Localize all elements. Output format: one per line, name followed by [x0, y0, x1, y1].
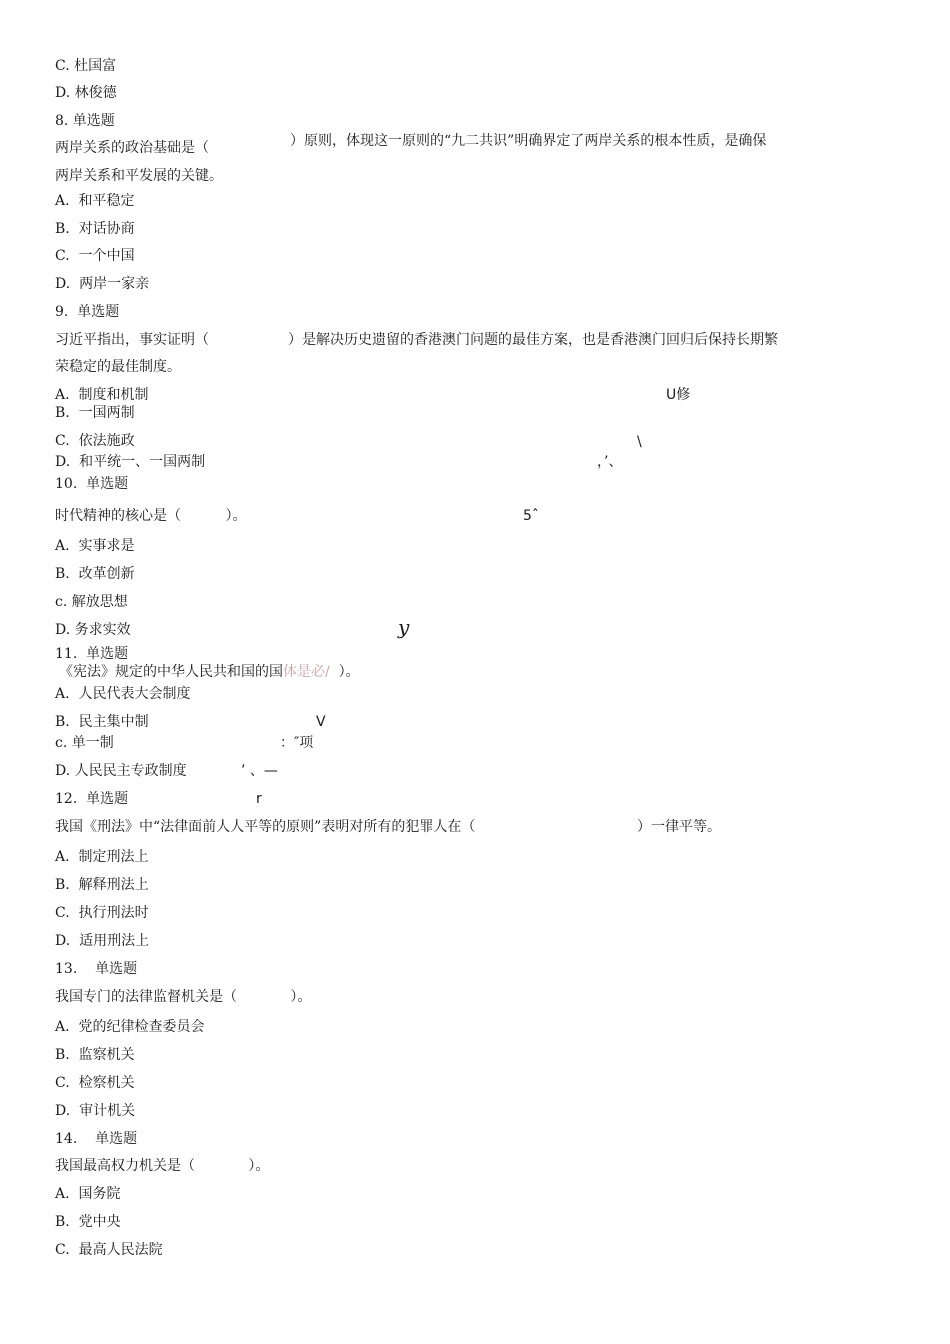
- question-header-14: 14. 单选题: [55, 1131, 138, 1147]
- option-q9-d: D. 和平统一、一国两制: [55, 454, 206, 470]
- stray-mark: y: [398, 615, 410, 639]
- option-q13-c: C. 检察机关: [55, 1075, 135, 1091]
- question-header-8: 8. 单选题: [55, 113, 115, 129]
- option-q8-a: A. 和平稳定: [55, 193, 135, 209]
- stray-mark: ’ 、—: [241, 763, 278, 779]
- question-12-stem-part1: 我国《刑法》中“法律面前人人平等的原则”表明对所有的犯罪人在（: [55, 819, 476, 835]
- option-q14-a: A. 国务院: [55, 1186, 121, 1202]
- question-13-stem: 我国专门的法律监督机关是（ ）。: [55, 989, 312, 1005]
- question-header-13: 13. 单选题: [55, 961, 138, 977]
- question-11-stem-part1: 《宪法》规定的中华人民共和国的国: [59, 664, 283, 680]
- question-10-stem: 时代精神的核心是（ ）。: [55, 508, 247, 524]
- question-9-stem-line2: 荣稳定的最佳制度。: [55, 359, 181, 375]
- stray-mark: 5ˆ: [523, 508, 539, 524]
- option-q11-a: A. 人民代表大会制度: [55, 686, 191, 702]
- question-14-stem: 我国最高权力机关是（ ）。: [55, 1158, 270, 1174]
- option-q11-c: c. 单一制: [55, 735, 114, 751]
- question-8-stem-part2: ）原则，体现这一原则的“九二共识”明确界定了两岸关系的根本性质，是确保: [290, 133, 767, 149]
- question-header-11: 11. 单选题: [55, 646, 129, 662]
- option-q11-d: D. 人民民主专政制度: [55, 763, 187, 779]
- option-q10-c: c. 解放思想: [55, 594, 128, 610]
- option-q11-b: B. 民主集中制: [55, 714, 149, 730]
- question-9-stem-part1: 习近平指出，事实证明（: [55, 332, 209, 348]
- option-q12-c: C. 执行刑法时: [55, 905, 149, 921]
- question-header-10: 10. 单选题: [55, 476, 129, 492]
- option-q9-a: A. 制度和机制: [55, 387, 149, 403]
- option-q12-d: D. 适用刑法上: [55, 933, 150, 949]
- question-11-stem: [59, 663, 360, 681]
- option-q7-c: C. 杜国富: [55, 58, 117, 74]
- stray-mark: \: [637, 434, 642, 450]
- option-q14-c: C. 最高人民法院: [55, 1242, 163, 1258]
- question-8-stem-part1: 两岸关系的政治基础是（: [55, 140, 209, 156]
- stray-mark: ，’、: [597, 454, 623, 470]
- option-q10-d: D. 务求实效: [55, 622, 131, 638]
- option-q12-b: B. 解释刑法上: [55, 877, 149, 893]
- option-q9-c: C. 依法施政: [55, 433, 135, 449]
- option-q9-b: B. 一国两制: [55, 405, 135, 421]
- option-q8-b: B. 对话协商: [55, 221, 135, 237]
- question-header-9: 9. 单选题: [55, 304, 120, 320]
- stray-mark: U修: [666, 387, 691, 403]
- question-header-12: 12. 单选题: [55, 791, 129, 807]
- question-11-stem-part2: ）。: [329, 664, 360, 680]
- option-q10-a: A. 实事求是: [55, 538, 135, 554]
- option-q10-b: B. 改革创新: [55, 566, 135, 582]
- option-q14-b: B. 党中央: [55, 1214, 121, 1230]
- question-12-stem-part2: ）一律平等。: [637, 819, 721, 835]
- option-q13-d: D. 审计机关: [55, 1103, 136, 1119]
- question-11-stem-faint: 体是必/: [283, 664, 330, 680]
- option-q8-c: C. 一个中国: [55, 248, 135, 264]
- stray-mark: ：″项: [280, 735, 314, 751]
- stray-mark: V: [316, 714, 326, 730]
- option-q13-a: A. 党的纪律检查委员会: [55, 1019, 205, 1035]
- option-q13-b: B. 监察机关: [55, 1047, 135, 1063]
- option-q8-d: D. 两岸一家亲: [55, 276, 150, 292]
- option-q12-a: A. 制定刑法上: [55, 849, 149, 865]
- option-q7-d: D. 林俊德: [55, 85, 117, 101]
- stray-mark: r: [256, 791, 262, 807]
- question-8-stem-line2: 两岸关系和平发展的关键。: [55, 168, 223, 184]
- question-9-stem-part2: ）是解决历史遗留的香港澳门问题的最佳方案，也是香港澳门回归后保持长期繁: [288, 332, 778, 348]
